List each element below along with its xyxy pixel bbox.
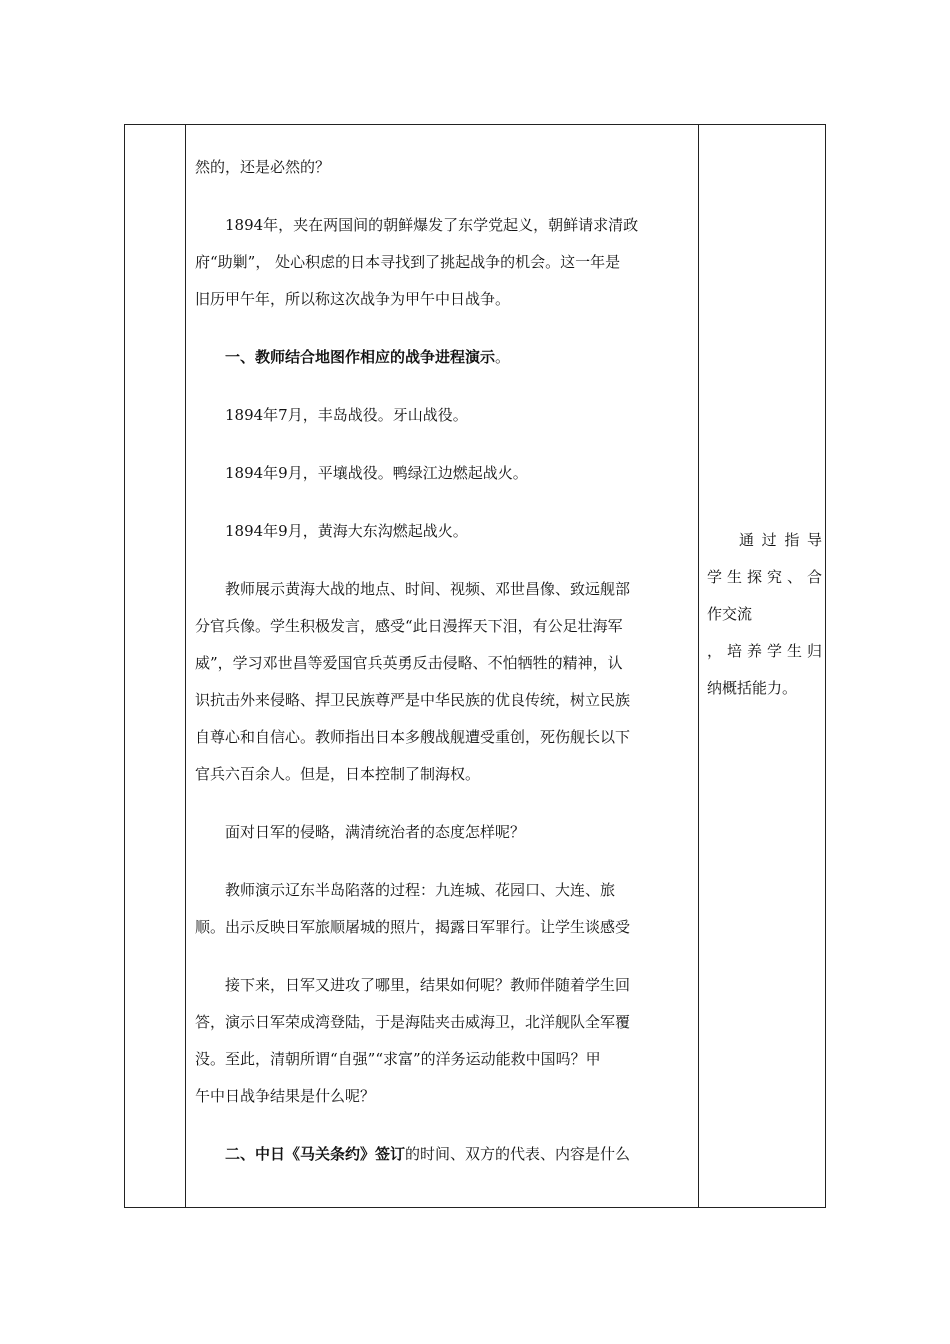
paragraph-line: 旧历甲午年，所以称这次战争为甲午中日战争。: [195, 290, 511, 308]
paragraph-line: 没。至此，清朝所谓“自强”“求富”的洋务运动能救中国吗？甲: [195, 1050, 601, 1068]
paragraph-line: 面对日军的侵略，满清统治者的态度怎样呢？: [225, 823, 526, 841]
teaching-process-cell: [195, 149, 693, 1173]
lesson-table: [124, 124, 826, 1208]
paragraph-continuation: 然的，还是必然的？: [195, 158, 331, 176]
section-heading-2: 二、中日《马关条约》签订的时间、双方的代表、内容是什么: [225, 1145, 631, 1163]
paragraph-line: 威”，学习邓世昌等爱国官兵英勇反击侵略、不怕牺牲的精神，认: [195, 654, 623, 672]
paragraph-line: 午中日战争结果是什么呢？: [195, 1087, 376, 1105]
paragraph-line: 分官兵像。学生积极发言，感受“此日漫挥天下泪，有公足壮海军: [195, 617, 623, 635]
paragraph-line: 顺。出示反映日军旅顺屠城的照片，揭露日军罪行。让学生谈感受: [195, 918, 631, 936]
event-line: 1894年7月，丰岛战役。牙山战役。: [225, 406, 468, 424]
paragraph-line: 自尊心和自信心。教师指出日本多艘战舰遭受重创，死伤舰长以下: [195, 728, 631, 746]
column-divider-2: [698, 125, 699, 1207]
design-intent-cell: [707, 522, 822, 707]
section-heading-1: 一、教师结合地图作相应的战争进程演示。: [225, 348, 511, 366]
paragraph-line: 1894年，夹在两国间的朝鲜爆发了东学党起义，朝鲜请求清政: [225, 216, 639, 234]
event-line: 1894年9月，黄海大东沟燃起战火。: [225, 522, 468, 540]
paragraph-line: 答，演示日军荣成湾登陆，于是海陆夹击威海卫，北洋舰队全军覆: [195, 1013, 631, 1031]
paragraph-line: 府“助剿”， 处心积虑的日本寻找到了挑起战争的机会。这一年是: [195, 253, 621, 271]
paragraph-line: 教师展示黄海大战的地点、时间、视频、邓世昌像、致远舰部: [225, 580, 631, 598]
section-heading-2-bold: 二、中日《马关条约》签订: [225, 1145, 406, 1163]
intent-line: 学生探究、合: [707, 568, 822, 586]
intent-line: 作交流: [707, 605, 753, 623]
intent-line: ，培养学生归: [707, 642, 822, 660]
paragraph-line: 教师演示辽东半岛陷落的过程：九连城、花园口、大连、旅: [225, 881, 616, 899]
intent-line: 纳概括能力。: [707, 679, 798, 697]
event-line: 1894年9月，平壤战役。鸭绿江边燃起战火。: [225, 464, 528, 482]
column-divider-1: [185, 125, 186, 1207]
paragraph-line: 官兵六百余人。但是，日本控制了制海权。: [195, 765, 481, 783]
paragraph-line: 识抗击外来侵略、捍卫民族尊严是中华民族的优良传统，树立民族: [195, 691, 631, 709]
section-heading-1-bold: 一、教师结合地图作相应的战争进程演示: [225, 348, 496, 366]
paragraph-line: 接下来，日军又进攻了哪里，结果如何呢？教师伴随着学生回: [225, 976, 631, 994]
intent-line: 通过指导: [739, 531, 822, 549]
